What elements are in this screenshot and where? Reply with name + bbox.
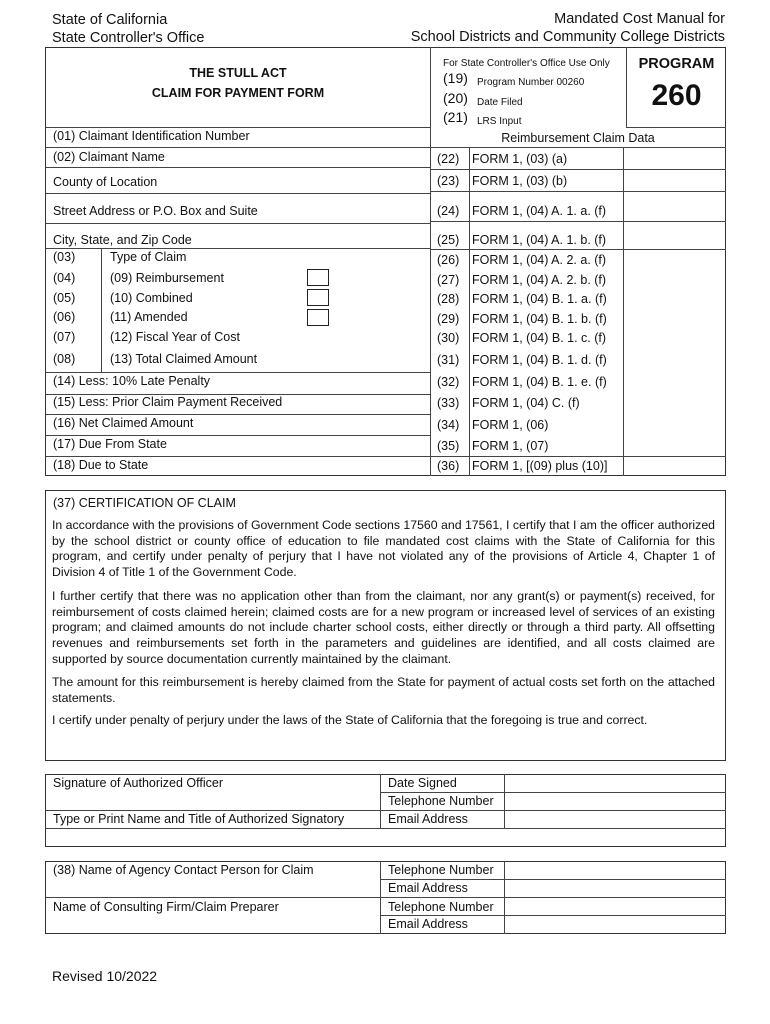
reimb-num-26: (26) [437,253,460,267]
program-label: PROGRAM [638,56,715,72]
firm-email-label: Email Address [388,917,468,931]
amended-checkbox[interactable] [307,309,329,326]
office-use-num-19: (19) [443,70,468,86]
due-to-state-label: (18) Due to State [53,458,149,472]
reimb-num-23: (23) [437,174,460,188]
fiscal-year-label: (12) Fiscal Year of Cost [110,330,240,344]
contact-telephone-field[interactable] [506,862,724,878]
office-use-num-21: (21) [443,109,468,125]
contact-email-label: Email Address [388,881,468,895]
signature-telephone-label: Telephone Number [388,794,494,808]
type-of-claim-label: Type of Claim [110,250,187,264]
reimb-num-30: (30) [437,331,460,345]
total-claimed-label: (13) Total Claimed Amount [110,352,258,366]
field-07-num: (07) [53,330,76,344]
reimbursement-checkbox[interactable] [307,269,329,286]
state-controllers-office: State Controller's Office [52,30,205,46]
type-claim-divider [101,248,102,372]
street-address-label: Street Address or P.O. Box and Suite [53,204,258,218]
signature-email-field[interactable] [506,811,724,827]
reimb-num-36: (36) [437,459,460,473]
combined-checkbox[interactable] [307,289,329,306]
firm-telephone-label: Telephone Number [388,900,494,914]
field-03-num: (03) [53,250,76,264]
contact-telephone-label: Telephone Number [388,863,494,877]
net-claimed-label: (16) Net Claimed Amount [53,416,194,430]
consulting-firm-label: Name of Consulting Firm/Claim Preparer [53,900,279,914]
reimb-num-25: (25) [437,233,460,247]
certification-paragraph-4: I certify under penalty of perjury under the laws of the State of California that the foregoing is true and correct. [52,713,648,727]
reimb-num-31: (31) [437,353,460,367]
reimb-label-29: FORM 1, (04) B. 1. b. (f) [472,312,607,326]
firm-email-field[interactable] [506,916,724,932]
contact-person-label: (38) Name of Agency Contact Person for Claim [53,863,314,877]
reimb-num-24: (24) [437,204,460,218]
reimb-label-28: FORM 1, (04) B. 1. a. (f) [472,292,607,306]
reimb-num-32: (32) [437,375,460,389]
field-06-num: (06) [53,310,76,324]
signature-field[interactable] [47,792,378,809]
form-subtitle: CLAIM FOR PAYMENT FORM [151,86,325,100]
firm-telephone-field[interactable] [506,898,724,914]
reimb-num-34: (34) [437,418,460,432]
reimb-label-27: FORM 1, (04) A. 2. b. (f) [472,273,607,287]
signature-email-label: Email Address [388,812,468,826]
reimb-label-35: FORM 1, (07) [472,439,549,453]
reimbursement-heading: Reimbursement Claim Data [501,131,655,145]
reimb-label-30: FORM 1, (04) B. 1. c. (f) [472,331,607,345]
signatory-name-field[interactable] [47,829,724,846]
state-of-california: State of California [52,12,168,28]
reimb-num-28: (28) [437,292,460,306]
form-title: THE STULL ACT [189,66,287,80]
certification-heading: (37) CERTIFICATION OF CLAIM [53,496,236,510]
revised-date: Revised 10/2022 [52,968,158,984]
reimb-num-divider [469,147,470,476]
lrs-input-label: LRS Input [477,116,522,127]
reimb-label-34: FORM 1, (06) [472,418,549,432]
signature-telephone-field[interactable] [506,793,724,809]
reimb-label-22: FORM 1, (03) (a) [472,152,568,166]
program-number-label: Program Number 00260 [477,77,585,88]
signatory-name-label: Type or Print Name and Title of Authorized Signatory [53,812,345,826]
county-label: County of Location [53,175,158,189]
office-use-num-20: (20) [443,90,468,106]
due-from-state-label: (17) Due From State [53,437,167,451]
contact-person-field[interactable] [47,879,378,896]
consulting-firm-field[interactable] [47,916,378,933]
program-number: 260 [651,79,702,112]
reimb-num-33: (33) [437,396,460,410]
signature-officer-label: Signature of Authorized Officer [53,776,224,790]
combined-label: (10) Combined [110,291,193,305]
reimb-label-25: FORM 1, (04) A. 1. b. (f) [472,233,607,247]
reimb-label-32: FORM 1, (04) B. 1. e. (f) [472,375,607,389]
column-divider [430,47,431,476]
reimb-num-35: (35) [437,439,460,453]
reimb-label-26: FORM 1, (04) A. 2. a. (f) [472,253,607,267]
field-08-num: (08) [53,352,76,366]
field-05-num: (05) [53,291,76,305]
certification-paragraph-2: I further certify that there was no application other than from the claimant, nor any grant(s) or payment(s) received, for reimbursement of costs claimed herein; claimed costs are for a new program or increased level of services of an existing program; and claimed amounts do not include charter school costs, either directly or through a third party. All offsetting revenues and reimbursements set forth in the parameters and guidelines are identified, and all costs claimed are supported by source documentation currently maintained by the claimant. [52,589,715,666]
reimb-num-22: (22) [437,152,460,166]
reimb-value-divider [623,147,624,476]
amended-label: (11) Amended [110,310,188,324]
reimb-num-27: (27) [437,273,460,287]
city-state-zip-label: City, State, and Zip Code [53,233,192,247]
certification-paragraph-1: In accordance with the provisions of Government Code sections 17560 and 17561, I certify that I am the officer authorized by the school district or county office of education to file mandated cost claims with the State of California for this program, and certify under penalty of perjury that I have not violated any of the provisions of Article 4, Chapter 1 of Division 4 of Title 1 of the Government Code. [52,518,715,580]
reimbursement-label: (09) Reimbursement [110,271,224,285]
claimant-id-label: (01) Claimant Identification Number [53,129,250,143]
certification-paragraph-3: The amount for this reimbursement is hereby claimed from the State for payment of actual costs set forth on the attached statements. [52,675,715,705]
field-04-num: (04) [53,271,76,285]
manual-subtitle: School Districts and Community College Districts [410,29,725,45]
reimb-label-24: FORM 1, (04) A. 1. a. (f) [472,204,607,218]
reimb-label-33: FORM 1, (04) C. (f) [472,396,580,410]
reimb-label-36: FORM 1, [(09) plus (10)] [472,459,608,473]
date-filed-label: Date Filed [477,97,523,108]
reimb-label-23: FORM 1, (03) (b) [472,174,568,188]
date-signed-field[interactable] [506,775,724,791]
claimant-name-label: (02) Claimant Name [53,150,165,164]
contact-email-field[interactable] [506,880,724,896]
reimb-label-31: FORM 1, (04) B. 1. d. (f) [472,353,607,367]
reimb-num-29: (29) [437,312,460,326]
late-penalty-label: (14) Less: 10% Late Penalty [53,374,211,388]
manual-title: Mandated Cost Manual for [554,11,725,27]
date-signed-label: Date Signed [388,776,457,790]
office-use-heading: For State Controller's Office Use Only [443,58,610,69]
prior-payment-label: (15) Less: Prior Claim Payment Received [53,395,283,409]
